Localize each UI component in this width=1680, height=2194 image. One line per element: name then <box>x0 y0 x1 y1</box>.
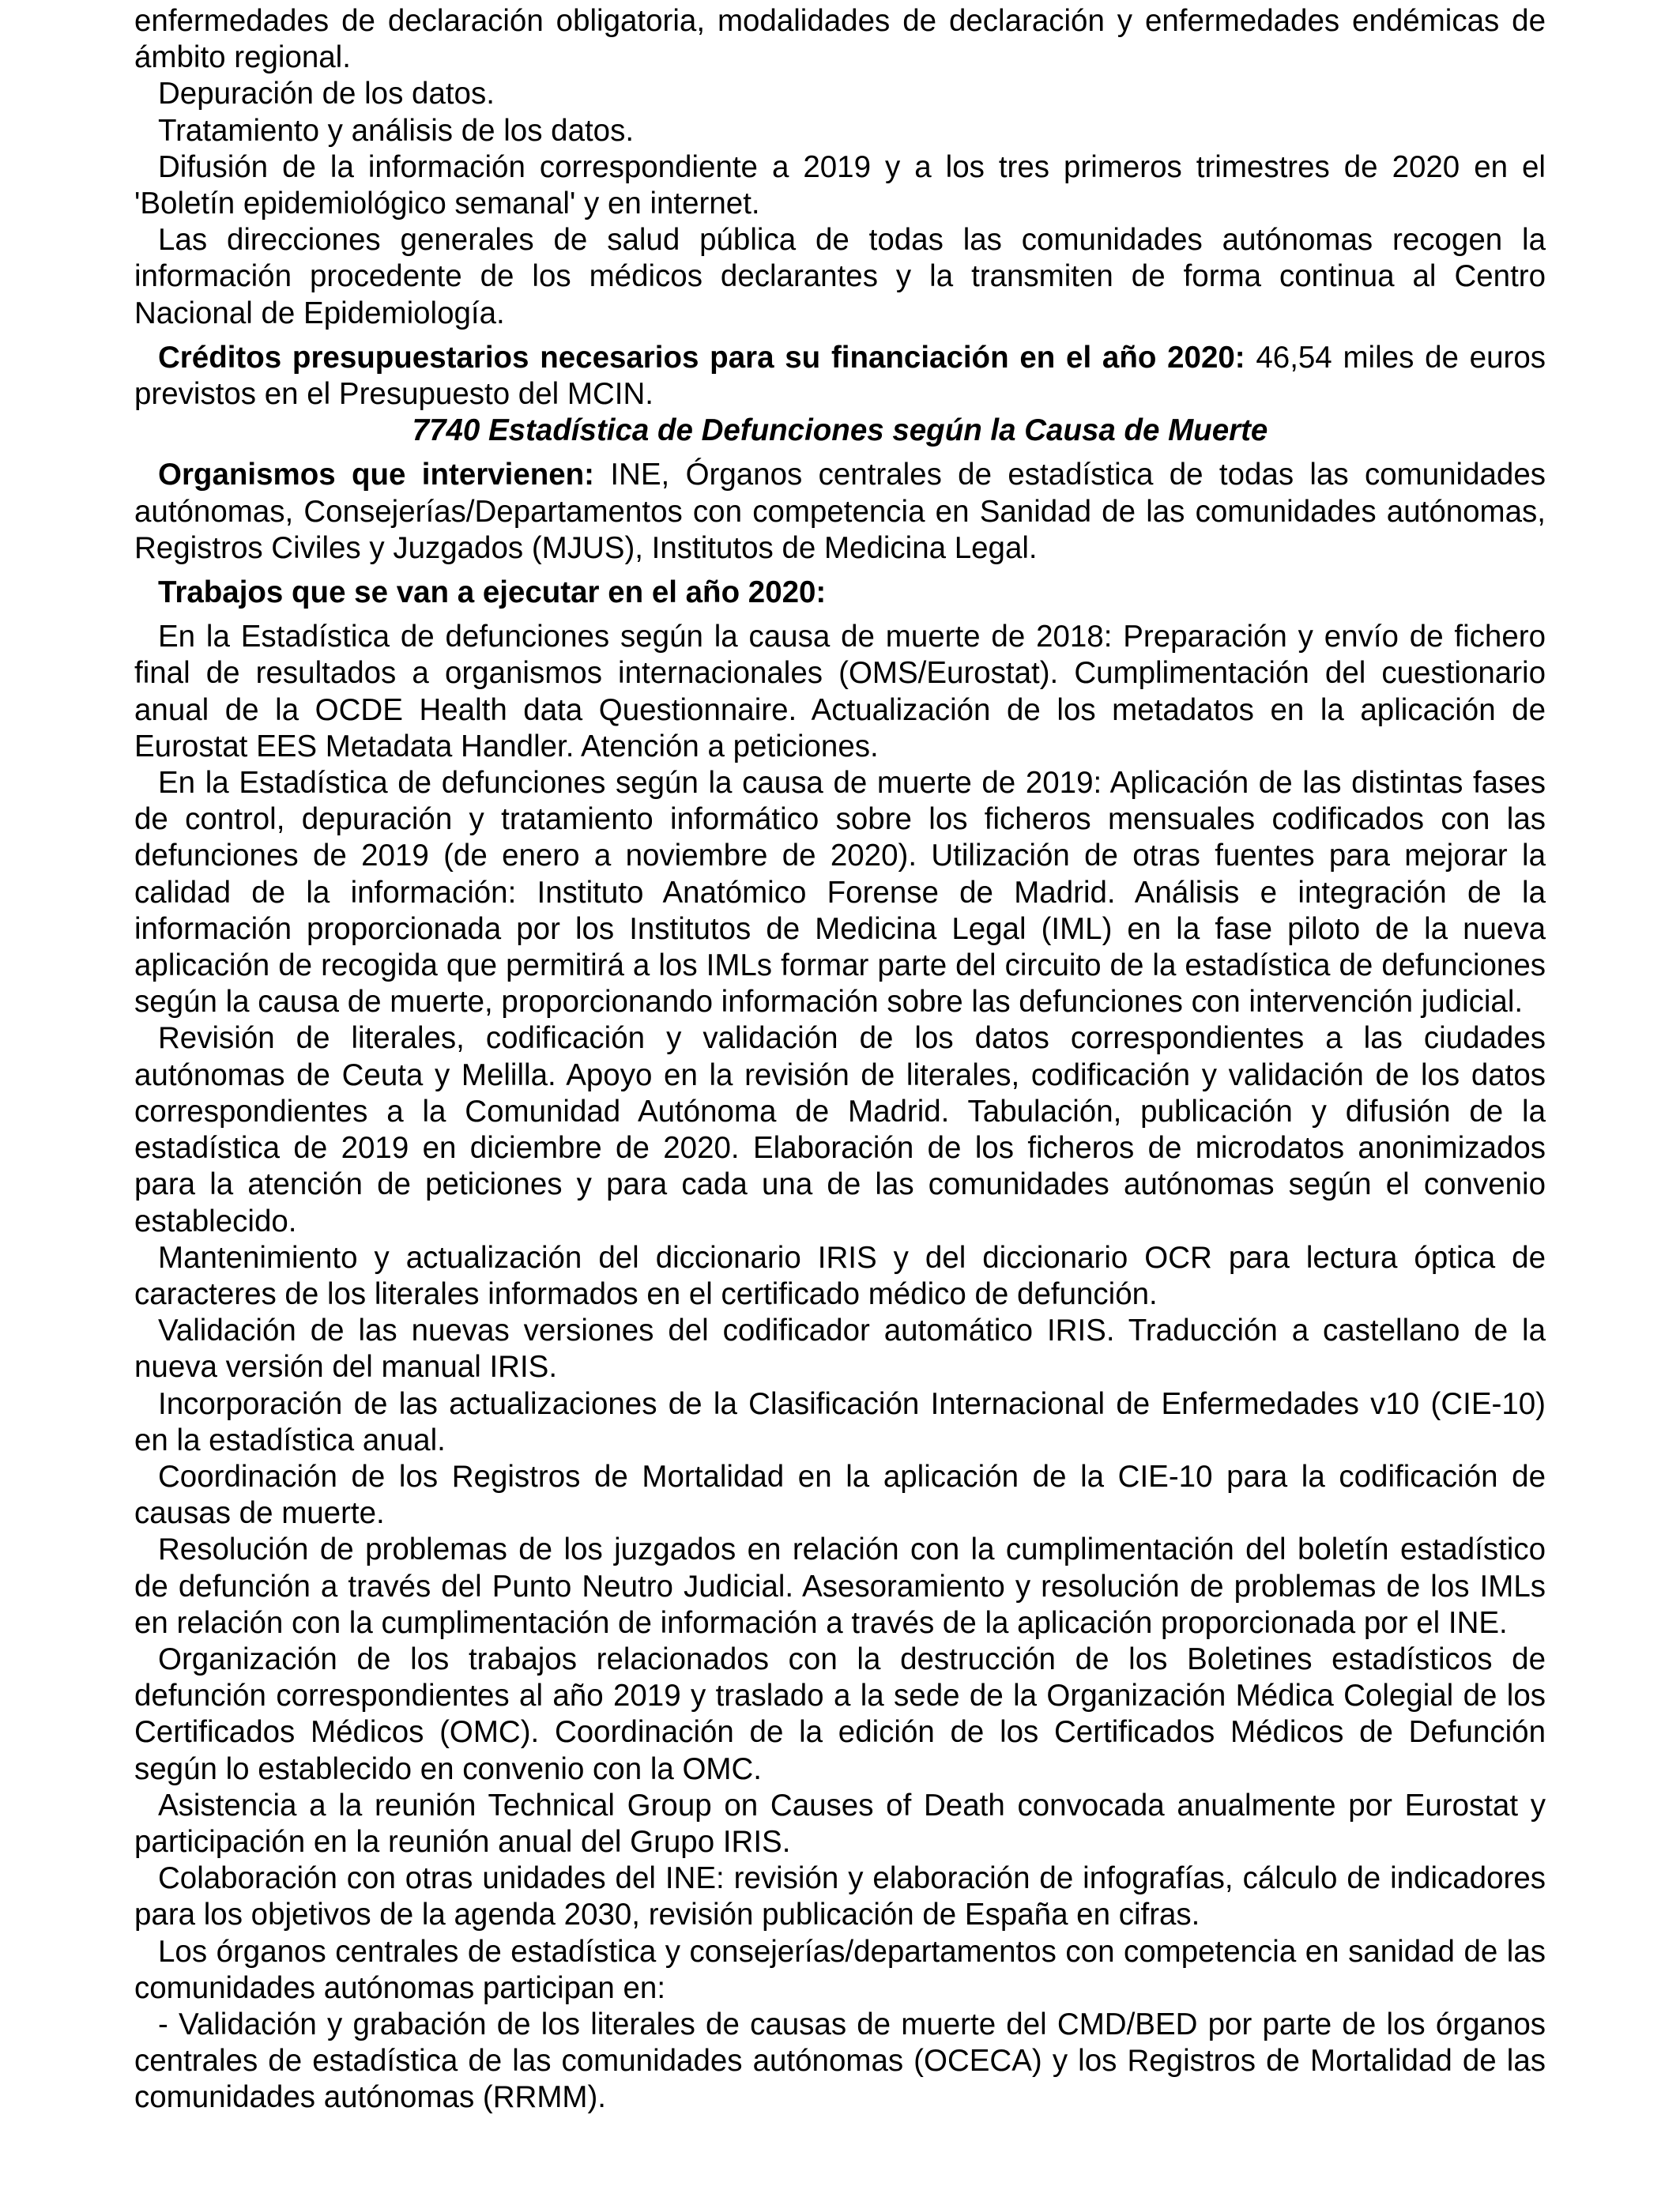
paragraph-coordinacion: Coordinación de los Registros de Mortalidad en la aplicación de la CIE-10 para la codificación de causas de muerte. <box>134 1459 1546 1531</box>
paragraph-difusion: Difusión de la información correspondiente a 2019 y a los tres primeros trimestres de 2020 en el 'Boletín epidemiológico semanal' y en internet. <box>134 149 1546 221</box>
organisms-label: Organismos que intervienen: <box>158 458 595 492</box>
paragraph-cie10: Incorporación de las actualizaciones de la Clasificación Internacional de Enfermedades v10 (CIE-10) en la estadística anual. <box>134 1386 1546 1457</box>
paragraph-continuation: enfermedades de declaración obligatoria, modalidades de declaración y enfermedades endémicas de ámbito regional. <box>134 4 1546 75</box>
credits-label: Créditos presupuestarios necesarios para su financiación en el año 2020: <box>158 340 1245 375</box>
organisms-paragraph <box>134 457 1546 567</box>
organisms-value: INE, Órganos centrales de estadística de todas las comunidades autónomas, Consejerías/Departamentos con competencia en Sanidad de las comunidades autónomas, Registros Civiles y Juzgados (MJUS), Institutos de Medicina Legal. <box>134 458 1546 565</box>
section-title: 7740 Estadística de Defunciones según la Causa de Muerte <box>412 413 1268 448</box>
paragraph-validacion-iris: Validación de las nuevas versiones del codificador automático IRIS. Traducción a castellano de la nueva versión del manual IRIS. <box>134 1314 1546 1385</box>
credits-paragraph <box>134 340 1546 413</box>
paragraph-validacion-grabacion: - Validación y grabación de los literales de causas de muerte del CMD/BED por parte de los órganos centrales de estadística de las comunidades autónomas (OCECA) y los Registros de Mortalidad de las comunidades autónomas (RRMM). <box>134 2007 1546 2115</box>
paragraph-colaboracion: Colaboración con otras unidades del INE: revisión y elaboración de infografías, cálculo de indicadores para los objetivos de la agenda 2030, revisión publicación de España en cifras. <box>134 1861 1546 1932</box>
works-heading: Trabajos que se van a ejecutar en el año 2020: <box>158 575 827 610</box>
paragraph-2019: En la Estadística de defunciones según la causa de muerte de 2019: Aplicación de las distintas fases de control, depuración y tratamiento informático sobre los ficheros mensuales codificados con las defunciones de 2019 (de enero a noviembre de 2020). Utilización de otras fuentes para mejorar la calidad de la información: Instituto Anatómico Forense de Madrid. Análisis e integración de la información proporcionada por los Institutos de Medicina Legal (IML) en la fase piloto de la nueva aplicación de recogida que permitirá a los IMLs formar parte del circuito de la estadística de defunciones según la causa de muerte, proporcionando información sobre las defunciones con intervención judicial. <box>134 766 1546 1020</box>
paragraph-revision-literales: Revisión de literales, codificación y validación de los datos correspondientes a las ciudades autónomas de Ceuta y Melilla. Apoyo en la revisión de literales, codificación y validación de los datos correspondientes a la Comunidad Autónoma de Madrid. Tabulación, publicación y difusión de la estadística de 2019 en diciembre de 2020. Elaboración de los ficheros de microdatos anonimizados para la atención de peticiones y para cada una de las comunidades autónomas según el convenio establecido. <box>134 1021 1546 1238</box>
paragraph-tratamiento: Tratamiento y análisis de los datos. <box>158 113 635 148</box>
paragraph-mantenimiento: Mantenimiento y actualización del diccionario IRIS y del diccionario OCR para lectura óptica de caracteres de los literales informados en el certificado médico de defunción. <box>134 1240 1546 1311</box>
paragraph-organos: Los órganos centrales de estadística y consejerías/departamentos con competencia en sanidad de las comunidades autónomas participan en: <box>134 1934 1546 2005</box>
paragraph-2018: En la Estadística de defunciones según la causa de muerte de 2018: Preparación y envío de fichero final de resultados a organismos internacionales (OMS/Eurostat). Cumplimentación del cuestionario anual de la OCDE Health data Questionnaire. Actualización de los metadatos en la aplicación de Eurostat EES Metadata Handler. Atención a peticiones. <box>134 620 1546 763</box>
document-page <box>134 3 1546 2117</box>
paragraph-direcciones: Las direcciones generales de salud pública de todas las comunidades autónomas recogen la información procedente de los médicos declarantes y la transmiten de forma continua al Centro Nacional de Epidemiología. <box>134 223 1546 330</box>
credits-value: 46,54 miles de euros previstos en el Presupuesto del MCIN. <box>134 340 1546 412</box>
paragraph-resolucion: Resolución de problemas de los juzgados en relación con la cumplimentación del boletín estadístico de defunción a través del Punto Neutro Judicial. Asesoramiento y resolución de problemas de los IMLs en relación con la cumplimentación de información a través de la aplicación proporcionada por el INE. <box>134 1532 1546 1640</box>
paragraph-organizacion: Organización de los trabajos relacionados con la destrucción de los Boletines estadísticos de defunción correspondientes al año 2019 y traslado a la sede de la Organización Médica Colegial de los Certificados Médicos (OMC). Coordinación de la edición de los Certificados Médicos de Defunción según lo establecido en convenio con la OMC. <box>134 1642 1546 1786</box>
paragraph-depuracion: Depuración de los datos. <box>158 77 495 111</box>
paragraph-asistencia: Asistencia a la reunión Technical Group on Causes of Death convocada anualmente por Eurostat y participación en la reunión anual del Grupo IRIS. <box>134 1788 1546 1859</box>
